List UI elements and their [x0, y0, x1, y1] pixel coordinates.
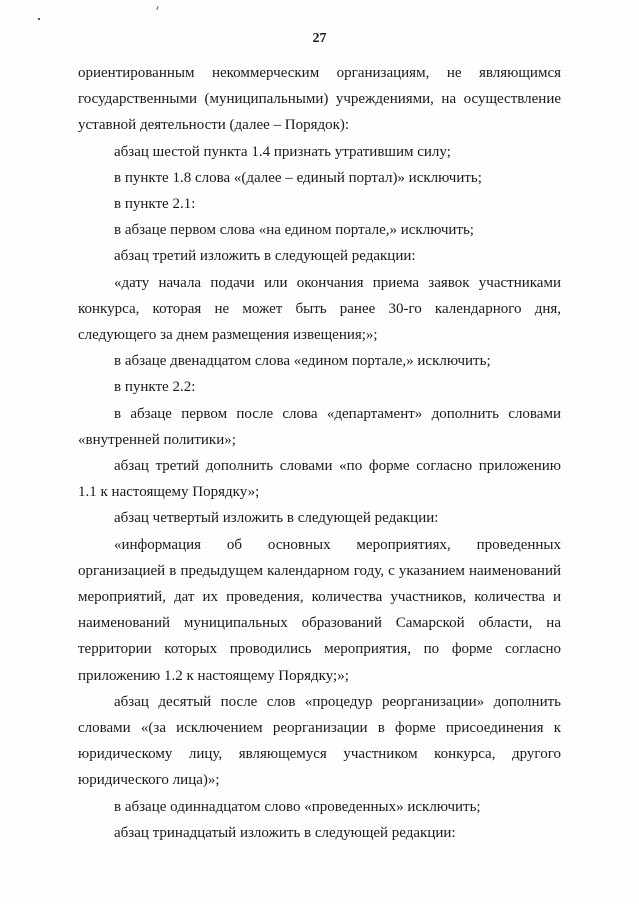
- paragraph: абзац тринадцатый изложить в следующей редакции:: [114, 824, 456, 841]
- paragraph: абзац третий дополнить словами «по форме согласно приложению 1.1 к настоящему Порядку»;: [78, 458, 561, 501]
- paragraph: абзац четвертый изложить в следующей редакции:: [114, 510, 439, 527]
- paragraph: «дату начала подачи или окончания приема заявок участниками конкурса, которая не может быть ранее 30-го календарного дня, следующего за днем размещения извещения;»;: [78, 274, 561, 344]
- paragraph: абзац шестой пункта 1.4 признать утратившим силу;: [114, 143, 451, 160]
- paragraph: ориентированным некоммерческим организациям, не являющимся государственными (муниципальными) учреждениями, на осуществление уставной деятельности (далее – Порядок):: [78, 65, 561, 134]
- paragraph: в пункте 2.1:: [114, 196, 196, 213]
- paragraph: абзац третий изложить в следующей редакции:: [114, 248, 416, 265]
- paragraph: в пункте 1.8 слова «(далее – единый портал)» исключить;: [114, 169, 482, 186]
- paragraph: в абзаце одиннадцатом слово «проведенных» исключить;: [114, 798, 481, 815]
- paragraph: в пункте 2.2:: [114, 379, 196, 396]
- scan-artifact-mark: [38, 18, 40, 20]
- scan-artifact-mark: [156, 6, 158, 10]
- paragraph: абзац десятый после слов «процедур реорганизации» дополнить словами «(за исключением реорганизации в форме присоединения к юридическому лицу, являющемуся участником конкурса, другого юридического лица)»;: [78, 693, 561, 789]
- document-body: [78, 60, 561, 846]
- paragraph: в абзаце первом слова «на едином портале,» исключить;: [114, 222, 474, 239]
- paragraph: в абзаце двенадцатом слова «едином портале,» исключить;: [114, 353, 491, 370]
- paragraph: «информация об основных мероприятиях, проведенных организацией в предыдущем календарном году, с указанием наименований мероприятий, дат их проведения, количества участников, количества и наименований муниципальных образований Самарской области, на территории которых проводились мероприятия, по форме согласно приложению 1.2 к настоящему Порядку;»;: [78, 536, 561, 684]
- page-number: 27: [312, 31, 327, 46]
- paragraph: в абзаце первом после слова «департамент» дополнить словами «внутренней политики»;: [78, 405, 561, 448]
